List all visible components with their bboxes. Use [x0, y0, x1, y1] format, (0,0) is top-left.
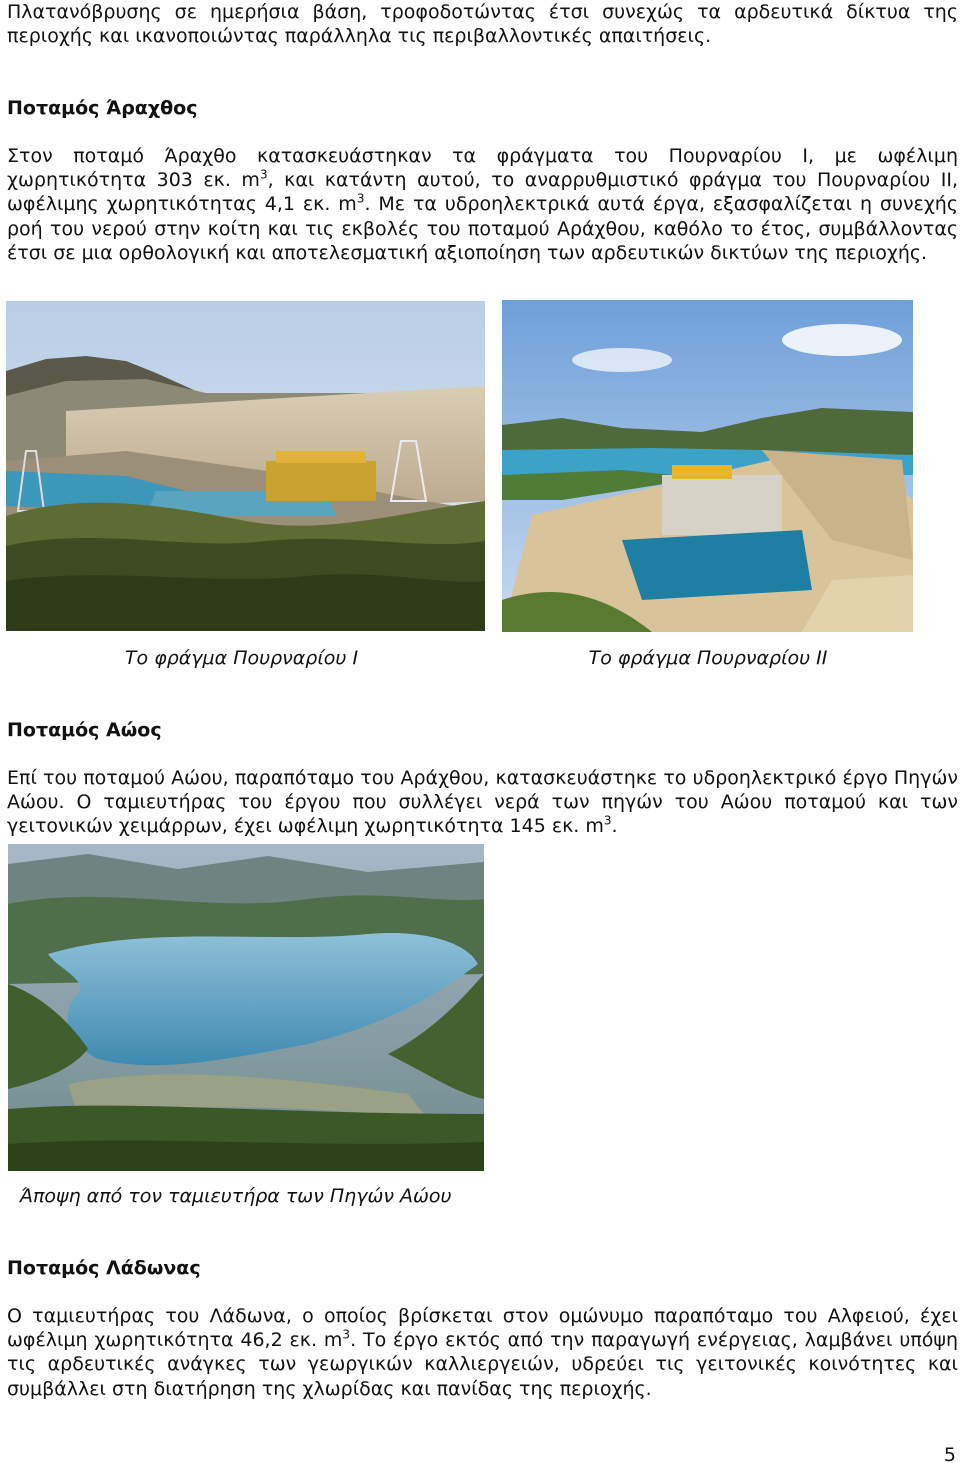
photo-pournari-2-dam [502, 300, 913, 632]
caption-aoos: Άποψη από τον ταμιευτήρα των Πηγών Αώου [20, 1185, 452, 1207]
exponent: 3 [259, 167, 268, 182]
ladonas-paragraph [7, 1304, 958, 1401]
aoos-text-1: Επί του ποταμού Αώου, παραπόταμο του Αράχθου, κατασκευάστηκε το υδροηλεκτρικό έργο Πηγών Αώου. Ο ταμιευτήρας του έργου που συλλέγει νερά των πηγών του Αώου ποταμού και των γειτονικών χειμάρρων, έχει ωφέλιμη χωρητικότητα 145 εκ. m [7, 767, 958, 838]
photo-pournari-1-graphic [6, 301, 485, 631]
photo-aoos-graphic [8, 844, 484, 1171]
heading-aoos: Ποταμός Αώος [7, 719, 162, 741]
caption-pournari-2: Το φράγμα Πουρναρίου ΙΙ [588, 647, 828, 669]
heading-arachthos: Ποταμός Άραχθος [7, 97, 198, 119]
photo-pournari-1-dam [6, 301, 485, 631]
photo-aoos-reservoir [8, 844, 484, 1171]
page-number: 5 [943, 1444, 956, 1466]
exponent: 3 [603, 814, 612, 829]
arachthos-text-1: Στον ποταμό Άραχθο κατασκευάστηκαν τα φράγματα του Πουρναρίου Ι, με ωφέλιμη χωρητικότητα 303 εκ. m [7, 145, 958, 192]
exponent: 3 [356, 192, 365, 207]
intro-text: Πλατανόβρυσης σε ημερήσια βάση, τροφοδοτώντας έτσι συνεχώς τα αρδευτικά δίκτυα της περιοχής και ικανοποιώντας παράλληλα τις περιβαλλοντικές απαιτήσεις. [7, 1, 958, 48]
ladonas-text-2: . Το έργο εκτός από την παραγωγή ενέργειας, λαμβάνει υπόψη τις αρδευτικές ανάγκες των γεωργικών καλλιεργειών, υδρεύει τις γειτονικές κοινότητες και συμβάλλει στη διατήρηση της χλωρίδας και πανίδας της περιοχής. [7, 1329, 958, 1400]
aoos-text-2: . [611, 815, 618, 838]
exponent: 3 [342, 1327, 351, 1342]
caption-pournari-1: Το φράγμα Πουρναρίου Ι [124, 647, 359, 669]
arachthos-text-2: , και κατάντη αυτού, το αναρρυθμιστικό φράγμα του Πουρναρίου ΙΙ, ωφέλιμης χωρητικότητας 4,1 εκ. m [7, 169, 958, 216]
intro-paragraph [7, 0, 958, 48]
heading-ladonas: Ποταμός Λάδωνας [7, 1257, 201, 1279]
arachthos-text-3: . Με τα υδροηλεκτρικά αυτά έργα, εξασφαλίζεται η συνεχής ροή του νερού στην κοίτη και τις εκβολές του ποταμού Αράχθου, καθόλο το έτος, συμβάλλοντας έτσι σε μια ορθολογική και αποτελεσματική αξιοποίηση των αρδευτικών δικτύων της περιοχής. [7, 193, 958, 264]
aoos-paragraph [7, 766, 958, 839]
arachthos-paragraph [7, 144, 958, 265]
ladonas-text-1: Ο ταμιευτήρας του Λάδωνα, ο οποίος βρίσκεται στον ομώνυμο παραπόταμο του Αλφειού, έχει ωφέλιμη χωρητικότητα 46,2 εκ. m [7, 1305, 958, 1352]
photo-pournari-2-graphic [502, 300, 913, 632]
